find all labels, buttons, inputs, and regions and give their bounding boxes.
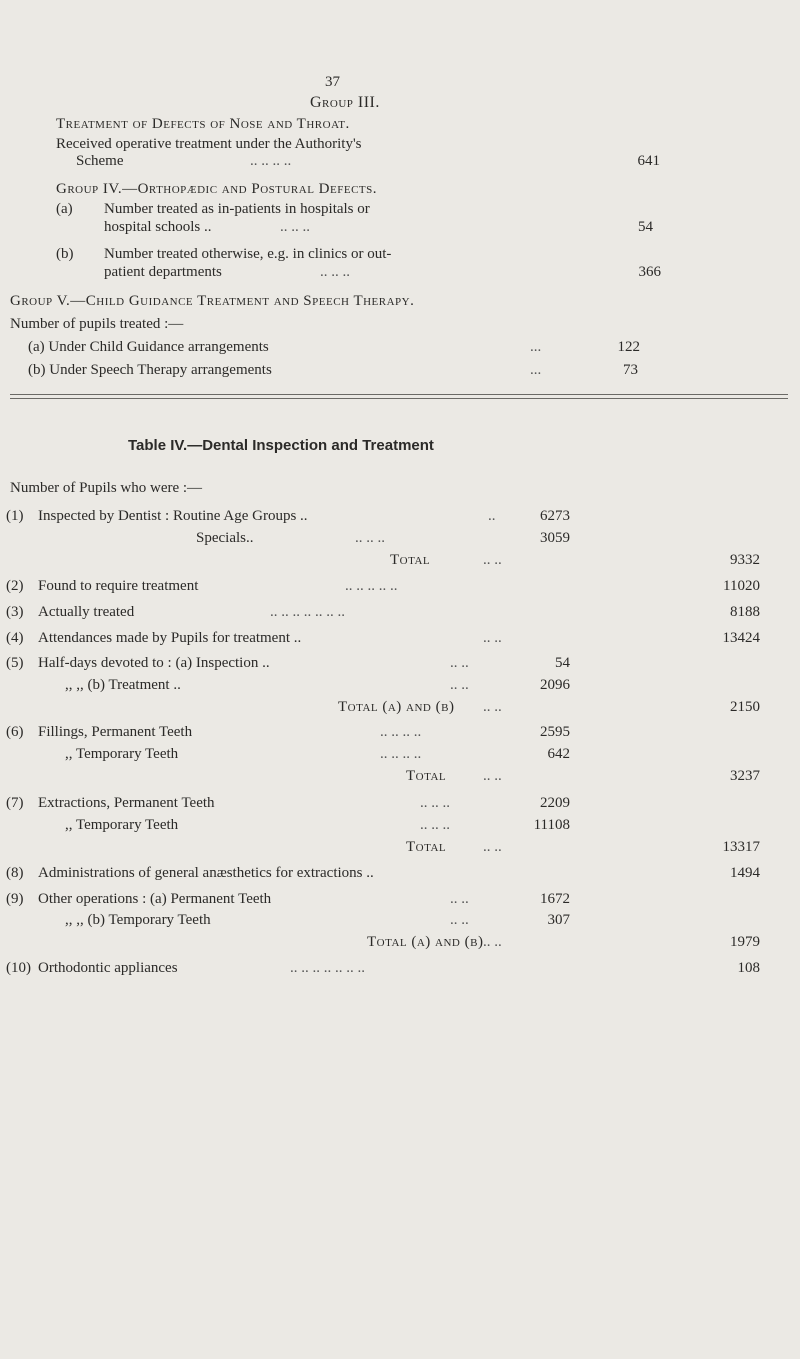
row-total: 9332	[730, 552, 760, 568]
row-number: (10)	[6, 960, 31, 976]
row-dots: .. ..	[483, 552, 502, 568]
group5-b-label: (b) Under Speech Therapy arrangements	[28, 362, 272, 378]
group3-heading: Group III.	[310, 94, 380, 111]
row-dots: .. .. .. .. ..	[345, 578, 398, 594]
row-number: (5)	[6, 655, 24, 671]
row-label: Found to require treatment	[38, 578, 199, 594]
group4-b-value: 366	[638, 264, 661, 280]
row-label: Orthodontic appliances	[38, 960, 178, 976]
group3-line1: Received operative treatment under the Authority's	[56, 136, 362, 152]
row-label: ,, ,, (b) Treatment ..	[65, 677, 181, 693]
group5-heading: Group V.—Child Guidance Treatment and Speech Therapy.	[10, 293, 415, 309]
group4-heading: Group IV.—Orthopædic and Postural Defects.	[56, 181, 377, 197]
row-label: Total (a) and (b)	[367, 934, 484, 950]
row-dots: .. .. ..	[420, 795, 450, 811]
page-number: 37	[325, 74, 340, 90]
row-label: ,, Temporary Teeth	[65, 746, 179, 762]
row-label: Half-days devoted to : (a) Inspection ..	[38, 655, 270, 671]
row-number: (7)	[6, 795, 24, 811]
group4-a-line1: Number treated as in-patients in hospitals or	[104, 201, 370, 217]
row-label: Inspected by Dentist : Routine Age Groups ..	[38, 508, 308, 524]
row-subvalue: 54	[555, 655, 570, 671]
row-total: 2150	[730, 699, 760, 715]
group4-a-line2: hospital schools ..	[104, 219, 212, 235]
row-dots: .. ..	[483, 839, 502, 855]
row-dots: .. ..	[450, 655, 469, 671]
row-dots: .. ..	[450, 677, 469, 693]
row-label: Other operations : (a) Permanent Teeth	[38, 891, 272, 907]
row-label: Fillings, Permanent Teeth	[38, 724, 193, 740]
row-number: (8)	[6, 865, 24, 881]
row-label: Total	[406, 839, 447, 855]
row-dots: .. .. ..	[420, 817, 450, 833]
row-subvalue: 2595	[540, 724, 570, 740]
group4-b-dots: .. .. ..	[320, 264, 350, 280]
row-subvalue: 1672	[540, 891, 570, 907]
row-subvalue: 11108	[533, 817, 570, 833]
row-subvalue: 3059	[540, 530, 570, 546]
table4-intro: Number of Pupils who were :—	[10, 480, 203, 496]
group3-subheading: Treatment of Defects of Nose and Throat.	[56, 116, 350, 132]
row-dots: .. .. .. ..	[380, 746, 422, 762]
group4-b-marker: (b)	[56, 246, 74, 262]
row-number: (6)	[6, 724, 24, 740]
group5-intro: Number of pupils treated :—	[10, 316, 184, 332]
group5-a-value: 122	[617, 339, 640, 355]
row-total: 3237	[730, 768, 760, 784]
row-subvalue: 642	[547, 746, 570, 762]
row-number: (1)	[6, 508, 24, 524]
group3-value: 641	[637, 153, 660, 169]
row-dots: .. ..	[483, 768, 502, 784]
row-subvalue: 2209	[540, 795, 570, 811]
group5-b-dots: ...	[530, 362, 542, 378]
row-dots: .. ..	[450, 891, 469, 907]
row-total: 11020	[723, 578, 760, 594]
group4-a-value: 54	[638, 219, 653, 235]
row-number: (9)	[6, 891, 24, 907]
group4-b-line1: Number treated otherwise, e.g. in clinics or out-	[104, 246, 392, 262]
row-label: ,, Temporary Teeth	[65, 817, 179, 833]
row-label: ,, ,, (b) Temporary Teeth	[65, 912, 211, 928]
divider-bottom	[10, 398, 788, 399]
group4-b-line2: patient departments	[104, 264, 222, 280]
row-number: (4)	[6, 630, 24, 646]
row-total: 13317	[722, 839, 760, 855]
row-label: Extractions, Permanent Teeth	[38, 795, 215, 811]
group4-a-dots: .. .. ..	[280, 219, 310, 235]
row-total: 8188	[730, 604, 760, 620]
row-label: Attendances made by Pupils for treatment ..	[38, 630, 302, 646]
row-total: 1979	[730, 934, 760, 950]
row-label: Total	[390, 552, 431, 568]
row-dots: .. ..	[483, 630, 502, 646]
row-label: Total (a) and (b)	[338, 699, 455, 715]
row-dots: .. .. ..	[355, 530, 385, 546]
table4-title: Table IV.—Dental Inspection and Treatment	[128, 437, 434, 454]
row-label: Actually treated	[38, 604, 135, 620]
group3-line2: Scheme	[76, 153, 124, 169]
row-dots: .. ..	[483, 934, 502, 950]
row-dots: .. ..	[450, 912, 469, 928]
divider-top	[10, 394, 788, 395]
row-subvalue: 6273	[540, 508, 570, 524]
row-total: 108	[737, 960, 760, 976]
row-dots: .. .. .. .. .. .. ..	[290, 960, 365, 976]
group4-a-marker: (a)	[56, 201, 73, 217]
row-total: 13424	[722, 630, 760, 646]
row-label: Specials..	[196, 530, 254, 546]
row-label: Administrations of general anæsthetics for extractions ..	[38, 865, 374, 881]
group3-dots: .. .. .. ..	[250, 153, 292, 169]
row-dots: .. .. .. ..	[380, 724, 422, 740]
row-number: (2)	[6, 578, 24, 594]
row-dots: ..	[488, 508, 496, 524]
row-total: 1494	[730, 865, 760, 881]
group5-b-value: 73	[623, 362, 638, 378]
group5-a-dots: ...	[530, 339, 542, 355]
row-dots: .. ..	[483, 699, 502, 715]
row-subvalue: 307	[547, 912, 570, 928]
group5-a-label: (a) Under Child Guidance arrangements	[28, 339, 269, 355]
row-dots: .. .. .. .. .. .. ..	[270, 604, 345, 620]
row-number: (3)	[6, 604, 24, 620]
row-label: Total	[406, 768, 447, 784]
row-subvalue: 2096	[540, 677, 570, 693]
